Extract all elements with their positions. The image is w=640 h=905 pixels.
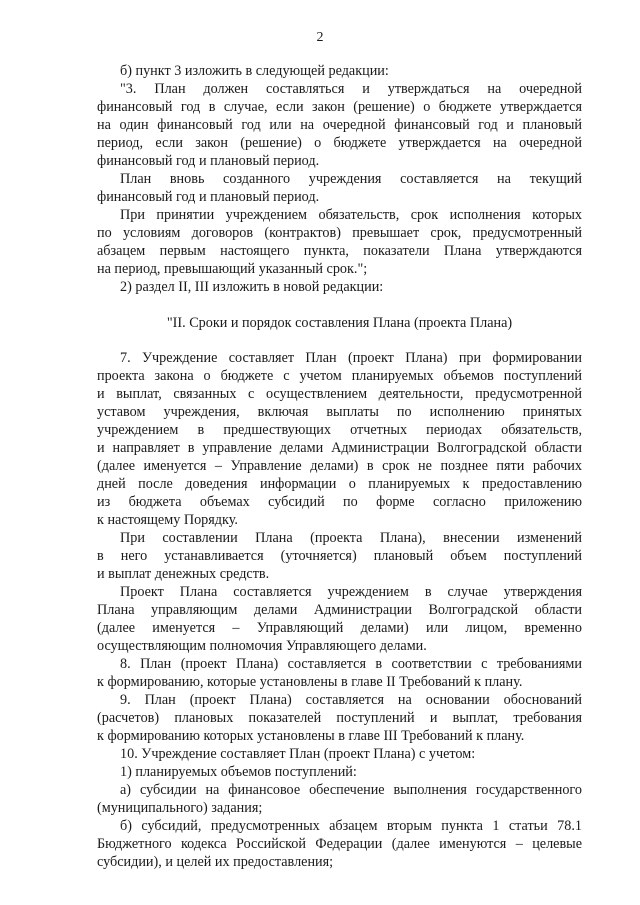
text-line: План вновь созданного учреждения составляется на текущий	[120, 171, 582, 187]
text-line: к формированию которых установлены в главе III Требований к плану.	[97, 728, 525, 744]
text-line: (далее именуется – Управляющий делами) или лицом, временно	[97, 620, 582, 636]
text-line: 2) раздел II, III изложить в новой редакции:	[120, 279, 384, 295]
text-line: в него устанавливается (уточняется) плановый объем поступлений	[97, 548, 582, 564]
text-line: б) пункт 3 изложить в следующей редакции:	[120, 63, 389, 79]
text-line: (расчетов) плановых показателей поступлений и выплат, требования	[97, 710, 582, 726]
text-line: 9. План (проект Плана) составляется на основании обоснований	[120, 692, 582, 708]
text-line: 1) планируемых объемов поступлений:	[120, 764, 357, 780]
text-line: по условиям договоров (контрактов) превышает срок, предусмотренный	[97, 225, 582, 241]
text-line: финансовый год в случае, если закон (решение) о бюджете утверждается	[97, 99, 582, 115]
text-line: период, если закон (решение) о бюджете утверждается на очередной	[97, 135, 582, 151]
text-line: из бюджета объемах субсидий по форме согласно приложению	[97, 494, 582, 510]
text-line: Плана управляющим делами Администрации Волгоградской области	[97, 602, 582, 618]
text-line: 10. Учреждение составляет План (проект Плана) с учетом:	[120, 746, 476, 762]
text-line: учреждением в предшествующих отчетных периодах обязательств,	[97, 422, 582, 438]
text-line: (далее именуется – Управление делами) в срок не позднее пяти рабочих	[97, 458, 582, 474]
text-line: финансовый год и плановый период.	[97, 189, 320, 205]
text-line: (муниципального) задания;	[97, 800, 263, 816]
text-line: дней после доведения информации о планируемых к предоставлению	[97, 476, 582, 492]
text-line: субсидии), и целей их предоставления;	[97, 854, 334, 870]
text-line: осуществляющим полномочия Управляющего делами.	[97, 638, 427, 654]
text-line: При принятии учреждением обязательств, срок исполнения которых	[120, 207, 582, 223]
text-line: абзацем первым настоящего пункта, показатели Плана утверждаются	[97, 243, 582, 259]
text-line: к настоящему Порядку.	[97, 512, 238, 528]
text-line: б) субсидий, предусмотренных абзацем вторым пункта 1 статьи 78.1	[120, 818, 582, 834]
text-line: "3. План должен составляться и утверждаться на очередной	[120, 81, 582, 97]
text-line: и направляет в управление делами Администрации Волгоградской области	[97, 440, 582, 456]
text-line: а) субсидии на финансовое обеспечение выполнения государственного	[120, 782, 582, 798]
text-line: на один финансовый год или на очередной финансовый год и плановый	[97, 117, 582, 133]
page-number: 2	[316, 30, 324, 45]
text-line: Бюджетного кодекса Российской Федерации (далее именуются – целевые	[97, 836, 582, 852]
text-line: 7. Учреждение составляет План (проект Плана) при формировании	[120, 350, 582, 366]
text-line: проекта закона о бюджете с учетом планируемых объемов поступлений	[97, 368, 582, 384]
text-line: 8. План (проект Плана) составляется в соответствии с требованиями	[120, 656, 582, 672]
text-line: уставом учреждения, включая выплаты по исполнению принятых	[97, 404, 582, 420]
text-line: на период, превышающий указанный срок.";	[97, 261, 368, 277]
text-line: При составлении Плана (проекта Плана), внесении изменений	[120, 530, 582, 546]
text-line: к формированию, которые установлены в главе II Требований к плану.	[97, 674, 523, 690]
text-line: и выплат, связанных с осуществлением деятельности, предусмотренной	[97, 386, 582, 402]
text-line: финансовый год и плановый период.	[97, 153, 320, 169]
text-line: и выплат денежных средств.	[97, 566, 270, 582]
text-line: Проект Плана составляется учреждением в случае утверждения	[120, 584, 582, 600]
section-heading: "II. Сроки и порядок составления Плана (проекта Плана)	[166, 315, 513, 331]
